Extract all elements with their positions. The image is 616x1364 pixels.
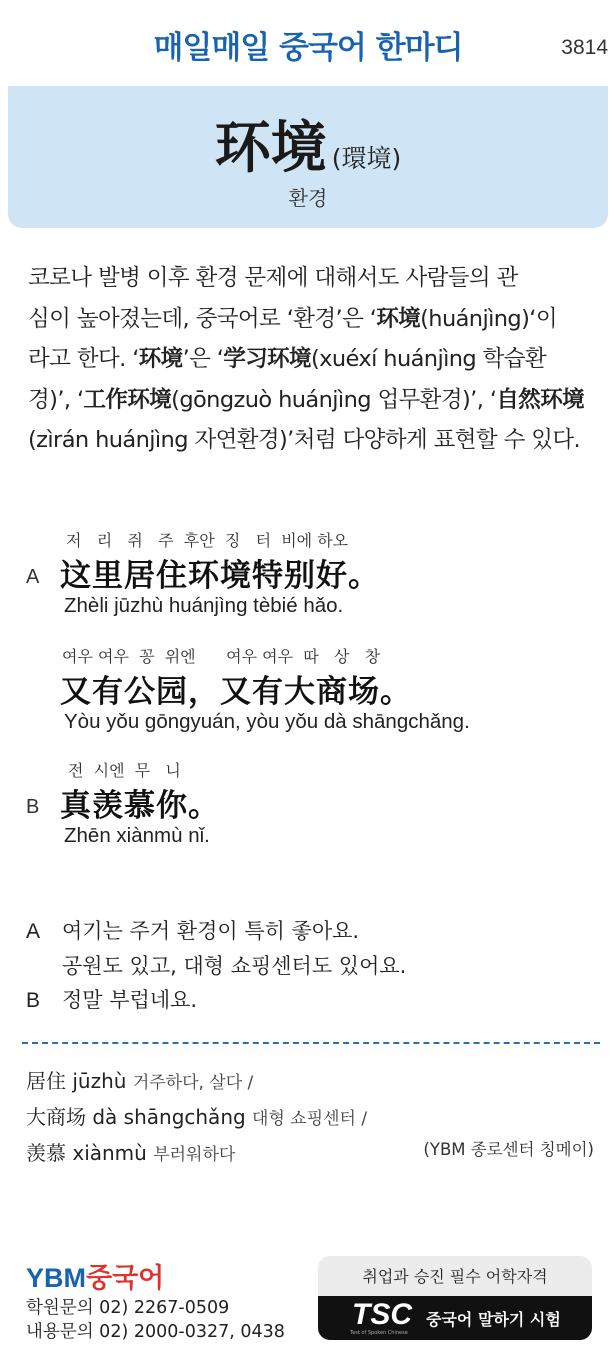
speaker-label: B	[26, 796, 40, 818]
intro-line	[28, 339, 598, 380]
translation-text: 여기는 주거 환경이 특히 좋아요.	[62, 919, 360, 943]
tsc-ad[interactable]	[318, 1256, 592, 1340]
intro-text: (huánjìng)‘이	[420, 305, 557, 332]
keyword-simplified: 环境	[214, 115, 327, 181]
pinyin-line: Zhèli jūzhù huánjìng tèbié hǎo.	[64, 594, 344, 617]
keyword-line	[8, 104, 608, 184]
translation-section	[26, 914, 406, 1018]
intro-text: 라고 한다. ‘	[28, 346, 139, 372]
intro-paragraph	[28, 258, 598, 461]
intro-line	[28, 420, 598, 461]
tsc-logo: TSC	[352, 1298, 412, 1331]
translation-row	[26, 914, 406, 949]
intro-line	[28, 258, 598, 299]
pinyin-line: Yòu yǒu gōngyuán, yòu yǒu dà shāngchǎng.	[64, 710, 470, 733]
vocab-word: 羡慕 xiànmù	[26, 1141, 147, 1165]
ybm-logo-text: YBM	[26, 1263, 86, 1293]
tsc-logo-subtitle: Test of Spoken Chinese	[350, 1330, 408, 1336]
intro-text: (zìrán huánjìng 자연환경)’처럼 다양하게 표현할 수 있다.	[28, 427, 581, 453]
intro-text: (gōngzuò huánjìng 업무환경)’, ‘	[171, 386, 497, 413]
intro-line	[28, 380, 598, 421]
translation-text: 정말 부럽네요.	[62, 988, 198, 1012]
chinese-sentence: 这里居住环境特别好。	[60, 558, 380, 594]
header-title: 매일매일 중국어 한마디	[153, 30, 463, 66]
chinese-sentence: 真羡慕你。	[60, 788, 220, 824]
intro-text: 코로나 발병 이후 환경 문제에 대해서도 사람들의 관	[28, 265, 518, 291]
chinese-sentence: 又有公园，又有大商场。	[60, 674, 412, 710]
intro-keyword: 学习环境	[223, 346, 311, 372]
issue-number: 3814	[561, 36, 608, 59]
vocab-item	[26, 1136, 367, 1172]
keyword-traditional: (環境)	[331, 144, 402, 173]
intro-text: 심이 높아졌는데, 중국어로 ‘환경’은 ‘	[28, 305, 377, 332]
dashed-divider	[22, 1042, 600, 1044]
speaker-label: A	[26, 566, 40, 588]
translation-row	[26, 949, 406, 983]
vocab-section	[26, 1064, 367, 1172]
translation-text: 공원도 있고, 대형 쇼핑센터도 있어요.	[62, 954, 407, 978]
vocab-word: 居住 jūzhù	[26, 1069, 127, 1093]
intro-keyword: 工作环境	[83, 386, 172, 413]
contact-academy: 학원문의 02) 2267-0509	[26, 1298, 230, 1318]
vocab-item	[26, 1064, 367, 1100]
pronunciation-ruby: 저 리 쥐 주 후안 징 터 비에 하오	[66, 531, 349, 550]
speaker-label: A	[26, 920, 41, 943]
tsc-ad-bar	[318, 1296, 592, 1340]
intro-keyword: 环境	[376, 305, 421, 332]
intro-text: 경)’, ‘	[28, 386, 84, 413]
vocab-meaning: 대형 쇼핑센터 /	[252, 1109, 368, 1129]
tsc-ad-text: 중국어 말하기 시험	[426, 1310, 561, 1329]
speaker-label: B	[26, 989, 41, 1012]
vocab-meaning: 부러워하다	[153, 1145, 236, 1165]
vocab-meaning: 거주하다, 살다 /	[132, 1073, 254, 1093]
intro-text: ’은 ‘	[182, 346, 224, 372]
intro-text: (xuéxí huánjìng 학습환	[310, 346, 547, 372]
vocab-word: 大商场 dà shāngchǎng	[26, 1105, 246, 1129]
contact-content: 내용문의 02) 2000-0327, 0438	[26, 1322, 285, 1342]
translation-row	[26, 983, 406, 1018]
pinyin-line: Zhēn xiànmù nǐ.	[64, 824, 210, 847]
tsc-ad-tagline: 취업과 승진 필수 어학자격	[362, 1267, 548, 1286]
pronunciation-ruby: 여우 여우 꽁 위엔 여우 여우 따 상 창	[62, 647, 381, 666]
author-credit: (YBM 종로센터 칭메이)	[423, 1140, 594, 1159]
intro-keyword: 自然环境	[496, 386, 584, 413]
ybm-logo[interactable]	[26, 1256, 164, 1295]
ybm-logo-chinese: 중국어	[86, 1263, 165, 1294]
intro-line	[28, 299, 598, 340]
keyword-korean: 환경	[288, 186, 328, 210]
vocab-item	[26, 1100, 367, 1136]
keyword-box	[8, 86, 608, 228]
intro-keyword: 环境	[138, 346, 183, 372]
contact-info	[26, 1296, 285, 1344]
pronunciation-ruby: 전 시엔 무 니	[68, 761, 181, 780]
